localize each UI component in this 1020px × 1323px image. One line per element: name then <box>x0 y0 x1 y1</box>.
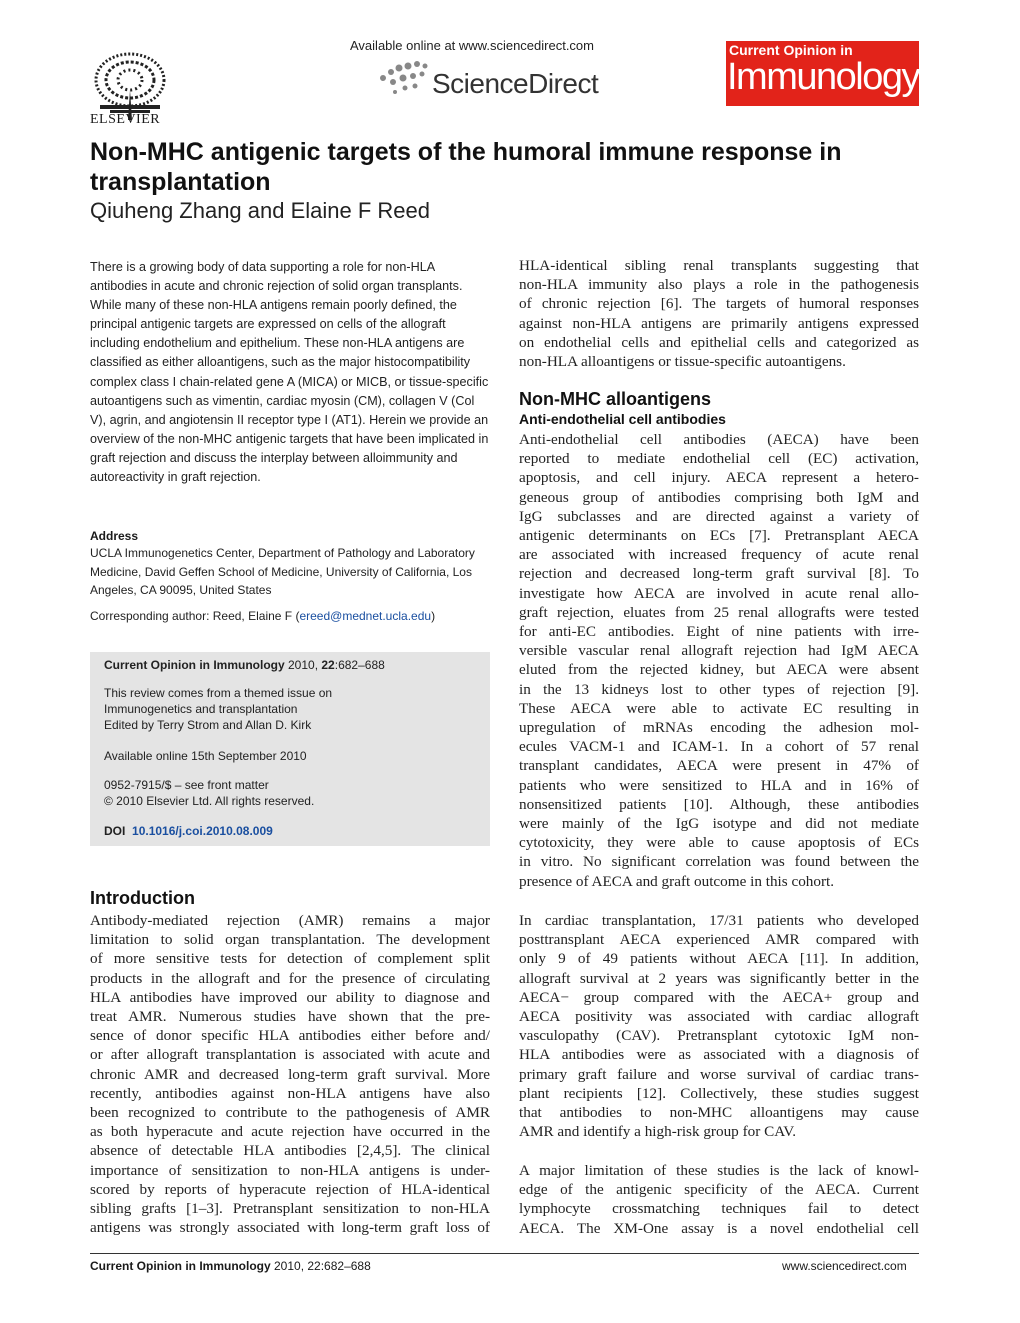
paragraph-2 <box>519 430 919 891</box>
text-line: as both hyperacute and acute rejection have occurred in the <box>90 1123 490 1141</box>
text-line: chronic AMR and decreased long-term graft survival. More <box>90 1065 490 1083</box>
text-line: of more sensitive tests for detection of complement split <box>90 950 490 968</box>
text-line: reported to mediate endothelial cell (EC) activation, <box>519 450 919 468</box>
footer-rule <box>90 1253 919 1254</box>
sciencedirect-dots-icon <box>375 58 435 98</box>
introduction-heading: Introduction <box>90 888 195 908</box>
footer-journal: Current Opinion in Immunology <box>90 1259 271 1273</box>
article-authors: Qiuheng Zhang and Elaine F Reed <box>90 198 431 223</box>
text-line: edge of the antigenic specificity of the AECA. Current <box>519 1181 919 1199</box>
email-link[interactable]: ereed@mednet.ucla.edu <box>299 609 432 623</box>
text-line: that antibodies to non-MHC alloantigens may cause <box>519 1104 919 1122</box>
info-issn: 0952-7915/$ – see front matter <box>104 778 269 792</box>
non-mhc-heading: Non-MHC alloantigens <box>519 389 711 409</box>
info-citation <box>104 657 385 674</box>
text-line: or after allograft transplantation is associated with acute and <box>90 1046 490 1064</box>
text-line: versible vascular renal allograft rejection had IgM AECA <box>519 642 919 660</box>
info-themed-line2: Immunogenetics and transplantation <box>104 702 298 716</box>
info-edited: Edited by Terry Strom and Allan D. Kirk <box>104 718 312 732</box>
text-line: upregulation of mRNAs encoding the adhesion mol- <box>519 719 919 737</box>
info-copyright: © 2010 Elsevier Ltd. All rights reserved. <box>104 794 315 808</box>
info-volume: 22 <box>321 658 335 672</box>
corresponding-suffix: ) <box>431 609 436 623</box>
text-line: of chronic rejection [6]. The targets of humoral responses <box>519 295 919 313</box>
text-line: Antibody-mediated rejection (AMR) remains a major <box>90 912 490 929</box>
info-themed-line1: This review comes from a themed issue on <box>104 686 333 700</box>
text-line: antigens was strongly associated with long-term graft loss of <box>90 1219 490 1237</box>
text-line: antigenic determinants on ECs [7]. Pretransplant AECA <box>519 527 919 545</box>
journal-banner-line2: Immunology <box>727 56 919 98</box>
corresponding-author <box>90 609 490 623</box>
text-line: vasculopathy (CAV). Pretransplant cytotoxic IgM non- <box>519 1027 919 1045</box>
text-line: These AECA were able to activate EC resulting in <box>519 699 919 717</box>
text-line: investigate how AECA are involved in acute renal allo- <box>519 584 919 602</box>
text-line: presence of AECA and graft outcome in this cohort. <box>519 872 835 890</box>
text-line: lymphocyte crossmatching techniques fail to detect <box>519 1200 919 1218</box>
text-line: are associated with increased frequency of acute renal <box>519 546 919 564</box>
text-line: cytotoxicity, they were able to cause apoptosis of ECs <box>519 834 919 852</box>
text-line: AECA. The XM-One assay is a novel endothelial cell <box>519 1219 919 1237</box>
text-line: AMR and identify a high-risk group for CAV. <box>519 1123 797 1141</box>
info-doi <box>104 823 273 840</box>
text-line: non-HLA immunity also plays a role in the pathogenesis <box>519 276 919 294</box>
text-line: patients who were sensitized to HLA and in 16% of <box>519 776 919 794</box>
text-line: on endothelial cells and epithelial cells and categorized as <box>519 333 919 351</box>
text-line: posttransplant AECA experienced AMR compared with <box>519 931 919 949</box>
article-title: Non-MHC antigenic targets of the humoral immune response in transplantation <box>90 138 842 196</box>
text-line: for anti-EC antibodies. Eight of nine patients with irre- <box>519 623 919 641</box>
text-line: transplant candidates, AECA were present in 47% of <box>519 757 919 775</box>
abstract: There is a growing body of data supporting a role for non-HLA antibodies in acute and chronic rejection of solid organ transplants. While many of these non-HLA antigens remain poorly defined, the principal antigenic targets are expressed on cells of the allograft including endothelium and epithelium. These non-HLA antigens are classified as either alloantigens, such as the major histocompatibility complex class I chain-related gene A (MICA) or MICB, or tissue-specific autoantigens such as vimentin, cardiac myosin (CM), collagen V (Col V), agrin, and angiotensin II receptor type I (AT1). Herein we provide an overview of the non-MHC antigenic targets that have been implicated in graft rejection and discuss the interplay between alloimmunity and autoreactivity in graft rejection. <box>90 260 489 485</box>
doi-label: DOI <box>104 824 126 838</box>
text-line: ecules VACM-1 and ICAM-1. In a cohort of 57 renal <box>519 738 919 756</box>
info-available: Available online 15th September 2010 <box>104 749 307 763</box>
info-pages: :682–688 <box>334 658 385 672</box>
text-line: HLA-identical sibling renal transplants suggesting that <box>519 257 919 274</box>
text-line: apoptosis, and cell injury. AECA represent a hetero- <box>519 469 919 487</box>
text-line: HLA antibodies have improved our ability to diagnose and <box>90 988 490 1006</box>
text-line: in vitro. No significant correlation was found between the <box>519 853 919 871</box>
footer-volume: 2010, 22:682–688 <box>274 1259 371 1273</box>
text-line: AECA− group compared with the AECA+ group and <box>519 988 919 1006</box>
text-line: In cardiac transplantation, 17/31 patients who developed <box>519 912 919 929</box>
footer-url[interactable]: www.sciencedirect.com <box>782 1259 907 1273</box>
doi-link[interactable]: 10.1016/j.coi.2010.08.009 <box>132 824 273 838</box>
journal-banner-line1: Current Opinion in <box>729 42 853 58</box>
text-line: geneous group of antibodies comprising both IgM and <box>519 488 919 506</box>
text-line: eluted from the rejected kidney, but AECA were absent <box>519 661 919 679</box>
publisher-name: ELSEVIER <box>90 112 161 127</box>
text-line: nonsensitized patients [10]. Although, these antibodies <box>519 795 919 813</box>
text-line: HLA antibodies were as associated with a diagnosis of <box>519 1046 919 1064</box>
text-line: sibling grafts [1–3]. Pretransplant sensitization to non-HLA <box>90 1200 490 1218</box>
text-line: importance of sensitization to non-HLA antigens is under- <box>90 1161 490 1179</box>
sciencedirect-wordmark: ScienceDirect <box>432 68 599 99</box>
text-line: sence of donor specific HLA antibodies either before and/ <box>90 1027 490 1045</box>
anti-ec-heading: Anti-endothelial cell antibodies <box>519 411 726 427</box>
text-line: treat AMR. Numerous studies have shown that the pre- <box>90 1008 490 1026</box>
corresponding-prefix: Corresponding author: Reed, Elaine F ( <box>90 609 300 623</box>
text-line: scored by reports of hyperacute rejection of HLA-identical <box>90 1180 490 1198</box>
text-line: IgG subclasses and are directed against a variety of <box>519 507 919 525</box>
text-line: rejection and decreased long-term graft survival [8]. To <box>519 565 919 583</box>
text-line: absence of detectable HLA antibodies [2,4,5]. The clinical <box>90 1142 490 1160</box>
paragraph-1 <box>519 256 919 371</box>
address-text: UCLA Immunogenetics Center, Department of Pathology and Laboratory Medicine, David Geffen School of Medicine, University of California, Los Angeles, CA 90095, United States <box>90 546 475 597</box>
text-line: plant recipients [12]. Collectively, these studies suggest <box>519 1084 919 1102</box>
text-line: A major limitation of these studies is the lack of knowl- <box>519 1162 919 1179</box>
footer-citation <box>90 1259 371 1273</box>
text-line: non-HLA alloantigens or tissue-specific autoantigens. <box>519 353 846 371</box>
text-line: graft rejection, eluates from 25 renal allografts were tested <box>519 603 919 621</box>
text-line: recently, antibodies against non-HLA antigens have also <box>90 1084 490 1102</box>
paragraph-3 <box>519 911 919 1141</box>
introduction-text <box>90 911 490 1237</box>
info-journal: Current Opinion in Immunology <box>104 658 285 672</box>
text-line: were mainly of the IgG isotype and did not mediate <box>519 815 919 833</box>
text-line: only 9 of 49 patients without AECA [11]. In addition, <box>519 950 919 968</box>
text-line: allograft survival at 2 years was significantly better in the <box>519 969 919 987</box>
text-line: AECA positivity was associated with cardiac allograft <box>519 1008 919 1026</box>
text-line: in the 13 kidneys lost to other types of rejection [9]. <box>519 680 919 698</box>
text-line: Anti-endothelial cell antibodies (AECA) have been <box>519 431 919 448</box>
text-line: products in the allograft and for the presence of circulating <box>90 969 490 987</box>
paragraph-4 <box>519 1161 919 1238</box>
text-line: primary graft failure and worse survival of cardiac trans- <box>519 1065 919 1083</box>
text-line: against non-HLA antigens are primarily antigens expressed <box>519 314 919 332</box>
address-label: Address <box>90 529 139 543</box>
text-line: limitation to solid organ transplantation. The development <box>90 931 490 949</box>
text-line: been recognized to contribute to the pathogenesis of AMR <box>90 1104 490 1122</box>
info-year: 2010, <box>288 658 319 672</box>
available-online-text: Available online at www.sciencedirect.com <box>350 38 594 53</box>
